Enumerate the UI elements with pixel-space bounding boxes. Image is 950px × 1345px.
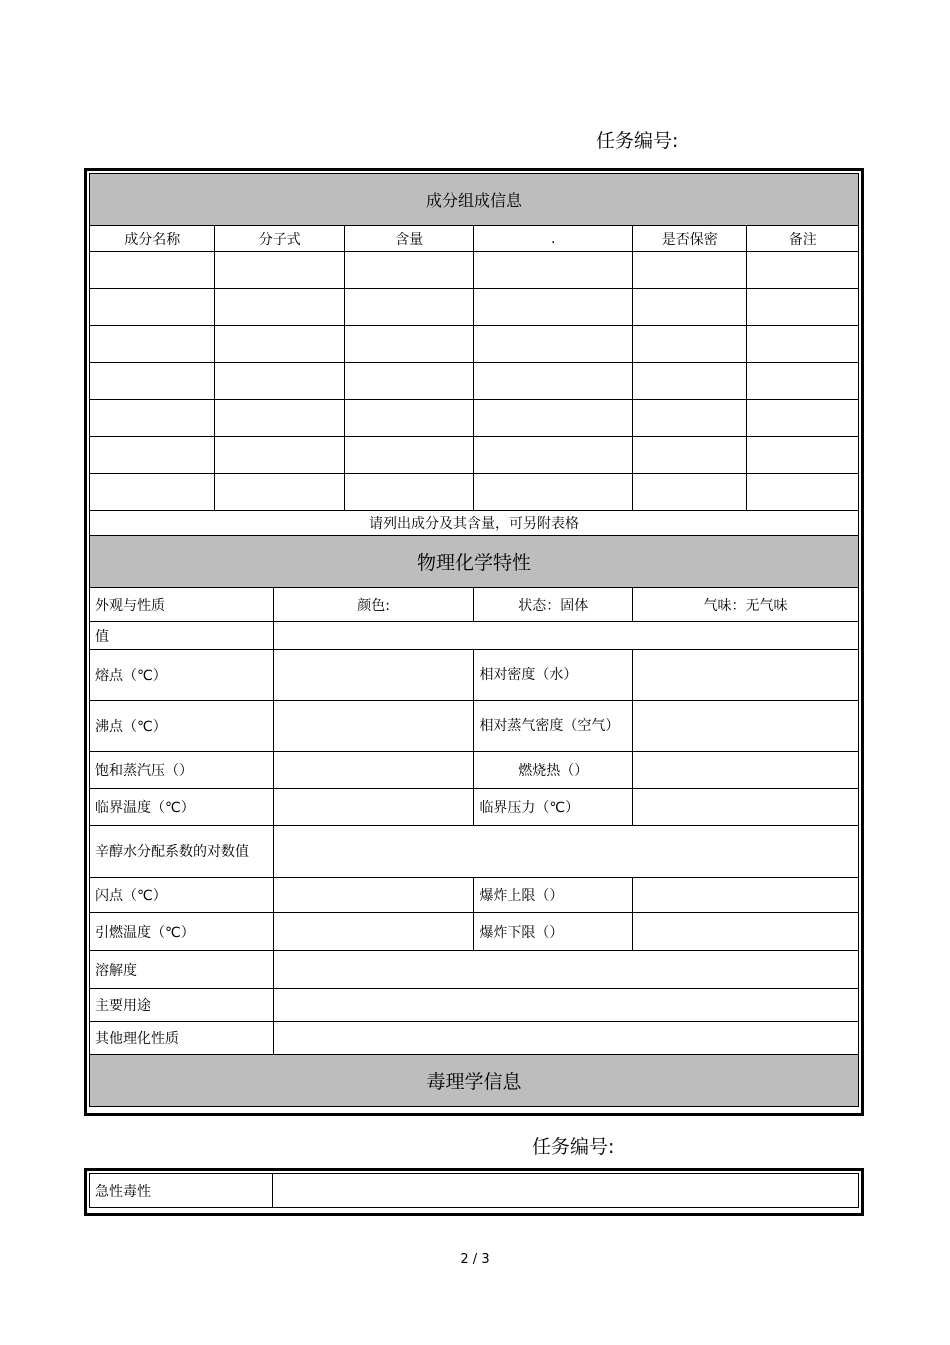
melting-point-value[interactable] xyxy=(273,650,474,701)
composition-row xyxy=(90,326,859,363)
critical-pressure-value[interactable] xyxy=(633,789,859,826)
cell-formula[interactable] xyxy=(215,289,344,326)
cell-extra[interactable] xyxy=(474,289,633,326)
composition-row xyxy=(90,289,859,326)
state-label: 状态：固体 xyxy=(474,588,633,622)
heat-of-combustion-value[interactable] xyxy=(633,752,859,789)
ignition-temp-value[interactable] xyxy=(273,913,474,951)
appearance-label: 外观与性质 xyxy=(90,588,274,622)
cell-extra[interactable] xyxy=(474,326,633,363)
cell-remarks[interactable] xyxy=(747,363,859,400)
cell-name[interactable] xyxy=(90,437,215,474)
value-label: 值 xyxy=(90,622,274,650)
cell-content[interactable] xyxy=(344,326,473,363)
composition-row xyxy=(90,474,859,511)
toxicology-section-header: 毒理学信息 xyxy=(90,1055,859,1107)
column-header-remarks: 备注 xyxy=(747,226,859,252)
lower-explosion-value[interactable] xyxy=(633,913,859,951)
cell-content[interactable] xyxy=(344,289,473,326)
cell-content[interactable] xyxy=(344,363,473,400)
cell-name[interactable] xyxy=(90,326,215,363)
cell-confidential[interactable] xyxy=(633,289,747,326)
value-cell[interactable] xyxy=(273,622,858,650)
toxicology-table xyxy=(89,1173,859,1208)
cell-content[interactable] xyxy=(344,252,473,289)
log-kow-label: 辛醇水分配系数的对数值 xyxy=(90,826,274,878)
melting-point-label: 熔点（℃） xyxy=(90,650,274,701)
vapor-density-label: 相对蒸气密度（空气） xyxy=(474,701,633,752)
acute-toxicity-label: 急性毒性 xyxy=(90,1174,273,1208)
cell-name[interactable] xyxy=(90,289,215,326)
cell-name[interactable] xyxy=(90,252,215,289)
composition-row xyxy=(90,400,859,437)
upper-explosion-value[interactable] xyxy=(633,878,859,913)
color-label: 颜色: xyxy=(273,588,474,622)
critical-temp-value[interactable] xyxy=(273,789,474,826)
critical-temp-label: 临界温度（℃） xyxy=(90,789,274,826)
main-form-frame xyxy=(84,168,864,1116)
cell-content[interactable] xyxy=(344,474,473,511)
cell-remarks[interactable] xyxy=(747,289,859,326)
cell-extra[interactable] xyxy=(474,363,633,400)
cell-remarks[interactable] xyxy=(747,400,859,437)
vapor-density-value[interactable] xyxy=(633,701,859,752)
cell-name[interactable] xyxy=(90,363,215,400)
cell-formula[interactable] xyxy=(215,363,344,400)
relative-density-label: 相对密度（水） xyxy=(474,650,633,701)
main-form-table xyxy=(89,173,859,1107)
vapor-pressure-value[interactable] xyxy=(273,752,474,789)
cell-confidential[interactable] xyxy=(633,363,747,400)
column-header-content: 含量 xyxy=(344,226,473,252)
heat-of-combustion-label: 燃烧热（） xyxy=(474,752,633,789)
composition-row xyxy=(90,252,859,289)
cell-remarks[interactable] xyxy=(747,437,859,474)
cell-remarks[interactable] xyxy=(747,252,859,289)
cell-extra[interactable] xyxy=(474,400,633,437)
acute-toxicity-value[interactable] xyxy=(273,1174,859,1208)
log-kow-value[interactable] xyxy=(273,826,858,878)
composition-section-header: 成分组成信息 xyxy=(90,174,859,226)
solubility-value[interactable] xyxy=(273,951,858,989)
boiling-point-value[interactable] xyxy=(273,701,474,752)
cell-name[interactable] xyxy=(90,474,215,511)
cell-confidential[interactable] xyxy=(633,252,747,289)
cell-confidential[interactable] xyxy=(633,400,747,437)
physchem-section-header: 物理化学特性 xyxy=(90,536,859,588)
other-props-value[interactable] xyxy=(273,1022,858,1055)
column-header-formula: 分子式 xyxy=(215,226,344,252)
critical-pressure-label: 临界压力（℃） xyxy=(474,789,633,826)
main-use-label: 主要用途 xyxy=(90,989,274,1022)
cell-formula[interactable] xyxy=(215,474,344,511)
cell-name[interactable] xyxy=(90,400,215,437)
column-header-confidential: 是否保密 xyxy=(633,226,747,252)
main-use-value[interactable] xyxy=(273,989,858,1022)
solubility-label: 溶解度 xyxy=(90,951,274,989)
cell-remarks[interactable] xyxy=(747,474,859,511)
composition-row xyxy=(90,437,859,474)
task-number-label: 任务编号: xyxy=(596,130,679,152)
cell-remarks[interactable] xyxy=(747,326,859,363)
upper-explosion-label: 爆炸上限（） xyxy=(474,878,633,913)
boiling-point-label: 沸点（℃） xyxy=(90,701,274,752)
cell-extra[interactable] xyxy=(474,437,633,474)
toxicology-frame xyxy=(84,1168,864,1216)
cell-confidential[interactable] xyxy=(633,474,747,511)
column-header-blank: . xyxy=(474,226,633,252)
odor-label: 气味：无气味 xyxy=(633,588,859,622)
cell-extra[interactable] xyxy=(474,252,633,289)
cell-confidential[interactable] xyxy=(633,437,747,474)
cell-confidential[interactable] xyxy=(633,326,747,363)
composition-note: 请列出成分及其含量，可另附表格 xyxy=(90,511,859,536)
task-number-label: 任务编号: xyxy=(532,1136,615,1158)
other-props-label: 其他理化性质 xyxy=(90,1022,274,1055)
cell-formula[interactable] xyxy=(215,400,344,437)
vapor-pressure-label: 饱和蒸汽压（） xyxy=(90,752,274,789)
relative-density-value[interactable] xyxy=(633,650,859,701)
column-header-name: 成分名称 xyxy=(90,226,215,252)
cell-formula[interactable] xyxy=(215,252,344,289)
composition-row xyxy=(90,363,859,400)
cell-content[interactable] xyxy=(344,400,473,437)
cell-extra[interactable] xyxy=(474,474,633,511)
ignition-temp-label: 引燃温度（℃） xyxy=(90,913,274,951)
cell-content[interactable] xyxy=(344,437,473,474)
flash-point-value[interactable] xyxy=(273,878,474,913)
cell-formula[interactable] xyxy=(215,437,344,474)
flash-point-label: 闪点（℃） xyxy=(90,878,274,913)
cell-formula[interactable] xyxy=(215,326,344,363)
lower-explosion-label: 爆炸下限（） xyxy=(474,913,633,951)
page-number: 2 / 3 xyxy=(460,1252,490,1267)
